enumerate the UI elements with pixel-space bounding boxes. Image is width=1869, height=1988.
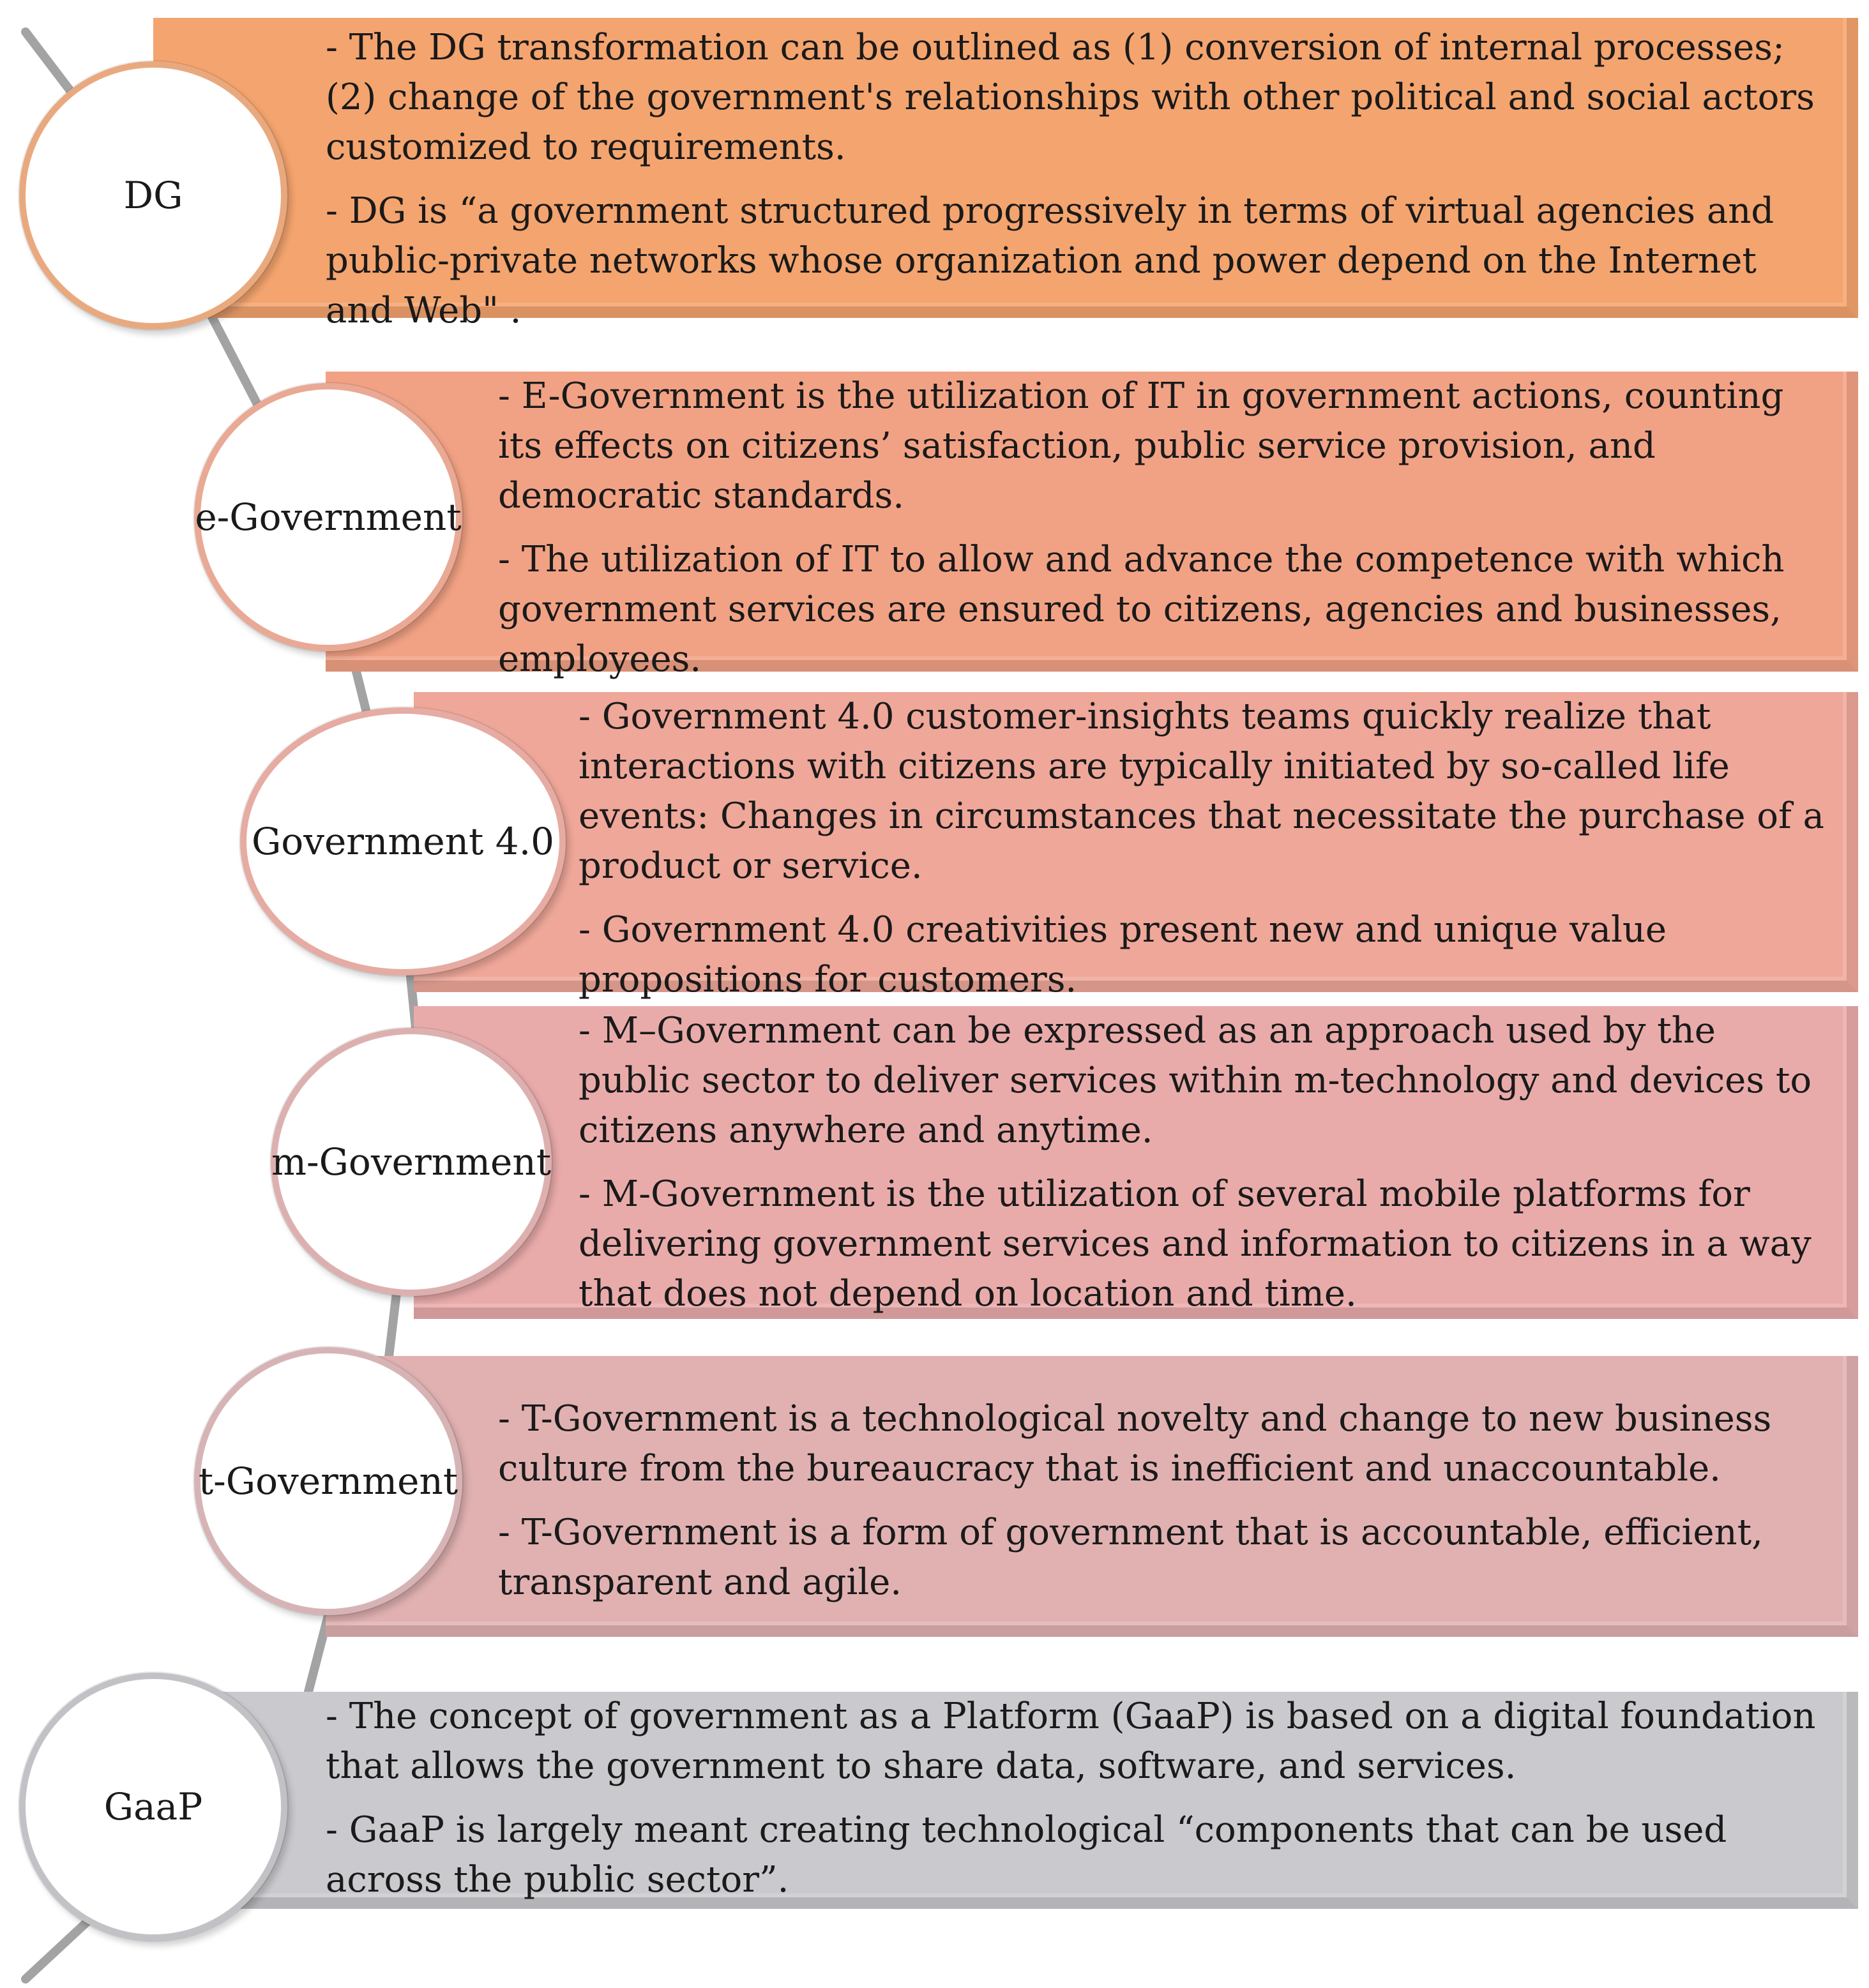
stage-band-government-4-0 [414, 692, 1858, 1000]
stage-t-government-bullet-2: - T-Government is a form of government that is accountable, efficient, transparent and agile. [498, 1512, 1763, 1603]
stage-node-t-government [194, 1347, 462, 1615]
stage-m-government-bullet-1: - M–Government can be expressed as an approach used by the public sector to deliver services within m-technology and devices to citizens anywhere and anytime. [579, 1010, 1812, 1151]
stage-node-e-government [194, 383, 462, 651]
stage-label-t-government: t-Government [198, 1459, 458, 1503]
stage-band-dg [153, 18, 1858, 331]
stage-m-government-bullet-2: - M-Government is the utilization of several mobile platforms for delivering government services and information to citizens in a way that does not depend on location and time. [579, 1173, 1812, 1314]
stage-label-m-government: m-Government [271, 1140, 552, 1184]
stage-band-m-government [414, 1006, 1858, 1319]
stage-e-government-bullet-1: - E-Government is the utilization of IT in government actions, counting its effects on citizens’ satisfaction, public service provision, and democratic standards. [498, 375, 1784, 516]
stage-label-dg: DG [123, 174, 183, 217]
stage-gaap-bullet-2: - GaaP is largely meant creating technological “components that can be used across the public sector”. [326, 1809, 1727, 1901]
stage-node-gaap [19, 1673, 287, 1941]
stage-t-government-bullet-1: - T-Government is a technological novelty and change to new business culture from the bureaucracy that is inefficient and unaccountable. [498, 1398, 1772, 1489]
stage-label-government-4-0: Government 4.0 [251, 820, 555, 863]
stage-dg-bullet-1: - The DG transformation can be outlined as (1) conversion of internal processes; (2) change of the government's relationships with other political and social actors customized to requirements. [326, 27, 1815, 168]
stage-node-dg [19, 61, 287, 329]
stage-government-4-0-bullet-1: - Government 4.0 customer-insights teams quickly realize that interactions with citizens are typically initiated by so-called life events: Changes in circumstances that necessitate the purchase of a product or service. [579, 696, 1824, 887]
stage-government-4-0-bullet-2: - Government 4.0 creativities present new and unique value propositions for customers. [579, 909, 1667, 1000]
stage-label-e-government: e-Government [195, 495, 462, 539]
stage-band-e-government [326, 372, 1858, 680]
stage-e-government-bullet-2: - The utilization of IT to allow and advance the competence with which government services are ensured to citizens, agencies and businesses, employees. [498, 539, 1785, 680]
stage-label-gaap: GaaP [103, 1785, 203, 1828]
stage-dg-bullet-2: - DG is “a government structured progressively in terms of virtual agencies and public-private networks whose organization and power depend on the Internet and Web" . [326, 190, 1774, 331]
stage-gaap-bullet-1: - The concept of government as a Platform (GaaP) is based on a digital foundation that allows the government to share data, software, and services. [326, 1696, 1816, 1787]
stage-node-government-4-0 [240, 707, 566, 975]
stage-band-gaap [153, 1692, 1858, 1909]
stage-band-t-government [326, 1356, 1858, 1637]
stage-node-m-government [271, 1028, 552, 1296]
